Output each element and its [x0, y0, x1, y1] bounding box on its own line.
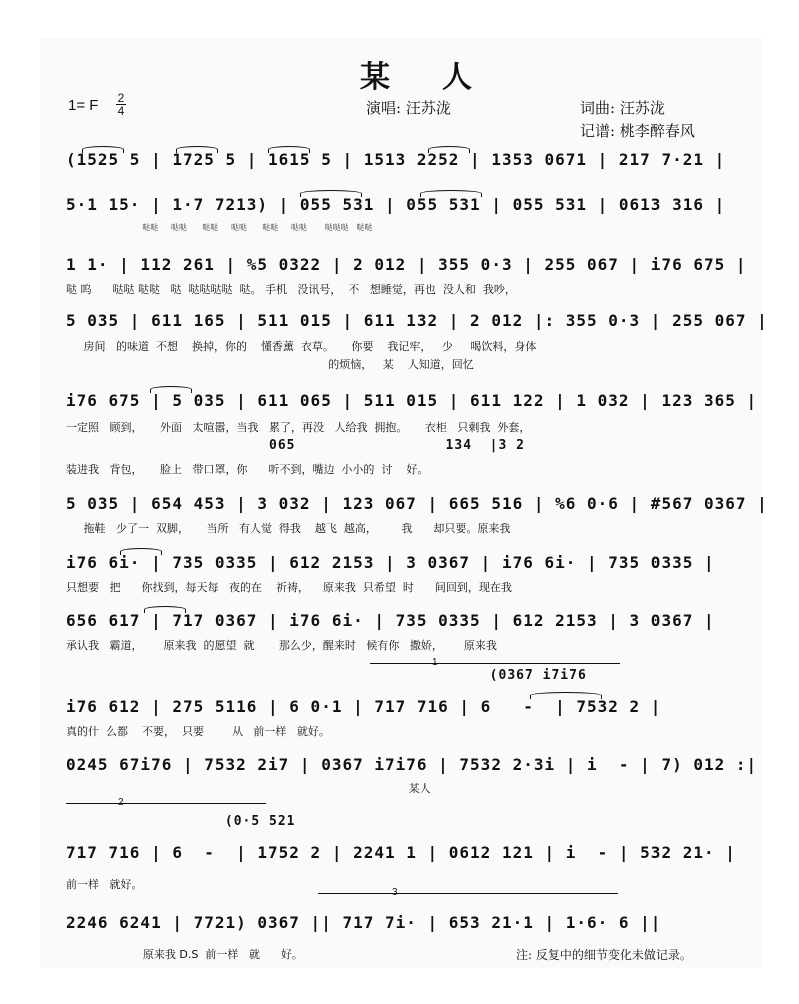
first-ending-bracket	[370, 663, 620, 664]
lyric-line-6: 拖鞋 少了一 双脚， 当所 有人觉 得我 越飞 越高， 我 却只要。原来我	[66, 522, 511, 535]
lyric-line-5-alt: 装进我 背包， 脸上 带口罩，你 听不到，嘴边 小小的 讨 好。	[66, 463, 429, 476]
notation-line-8: 656 617 | 717 0367 | i76 6i· | 735 0335 | 612 2153 | 3 0367 |	[66, 611, 715, 630]
notation-line-9-pre: (0367 i7i76	[66, 668, 587, 683]
footnote: 注: 反复中的细节变化未做记录。	[516, 948, 692, 962]
notation-line-11: 717 716 | 6 - | 1752 2 | 2241 1 | 0612 121 | i - | 532 21· |	[66, 843, 736, 862]
slur-mark	[300, 190, 362, 197]
slur-mark	[150, 386, 192, 393]
lyric-line-7: 只想要 把 你找到，每天每 夜的在 祈祷， 原来我 只希望 时 间回到，现在我	[66, 581, 512, 594]
lyric-line-4: 房间 的味道 不想 换掉，你的 懂香薰 衣草。 你要 我记牢， 少 喝饮料，身体	[66, 340, 537, 353]
time-signature-bottom: 4	[117, 104, 125, 118]
notation-line-6: 5 035 | 654 453 | 3 032 | 123 067 | 665 516 | %6 0·6 | #567 0367 |	[66, 494, 768, 513]
notation-line-7: i76 6i· | 735 0335 | 612 2153 | 3 0367 | i76 6i· | 735 0335 |	[66, 553, 715, 572]
notation-line-4: 5 035 | 611 165 | 511 015 | 611 132 | 2 012 |: 355 0·3 | 255 067 |	[66, 311, 768, 330]
slur-mark	[82, 146, 124, 153]
third-ending-label: 3	[392, 887, 398, 898]
lyric-line-8: 承认我 霸道， 原来我 的愿望 就 那么少，醒来时 候有你 撒娇， 原来我	[66, 639, 497, 652]
lyric-line-5: 一定照 顾到， 外面 太喧嚣，当我 累了，再没 人给我 拥抱。 衣柜 只剩我 外套，	[66, 421, 531, 434]
lyric-line-10: 某人	[66, 782, 431, 795]
first-ending-label: 1	[432, 657, 438, 668]
slur-mark	[530, 692, 602, 699]
lyric-line-9: 真的什 么都 不要， 只要 从 前一样 就好。	[66, 725, 330, 738]
slur-mark	[420, 190, 482, 197]
lyric-line-12: 原来我 D.S 前一样 就 好。	[66, 948, 303, 961]
key-signature: 1= F	[68, 97, 99, 114]
time-signature	[116, 92, 126, 117]
lyric-line-2: 哒哒 哒哒 哒哒 哒哒 哒哒 哒哒 哒哒哒 哒哒	[66, 223, 373, 232]
lyric-line-4b: 的烦恼， 某 人知道，回忆	[66, 358, 474, 371]
slur-mark	[144, 606, 186, 613]
lyric-line-3: 哒 呜 哒哒 哒哒 哒 哒哒哒哒 哒。 手机 没讯号， 不 想睡觉，再也 没人和 我吵，	[66, 283, 516, 296]
composer-credit: 词曲: 汪苏泷	[580, 99, 665, 117]
notation-line-5: i76 675 | 5 035 | 611 065 | 511 015 | 611 122 | 1 032 | 123 365 |	[66, 391, 758, 410]
song-title: 某人	[360, 60, 524, 95]
slur-mark	[428, 146, 470, 153]
lyric-line-11: 前一样 就好。	[66, 878, 143, 891]
second-ending-label: 2	[118, 797, 124, 808]
transcriber-credit: 记谱: 桃李醉春风	[580, 122, 695, 140]
slur-mark	[120, 548, 162, 555]
notation-line-10: 0245 67i76 | 7532 2i7 | 0367 i7i76 | 7532 2·3i | i - | 7) 012 :|	[66, 755, 758, 774]
singer-credit: 演唱: 汪苏泷	[366, 99, 451, 117]
slur-mark	[176, 146, 218, 153]
notation-line-12: 2246 6241 | 7721) 0367 || 717 7i· | 653 21·1 | 1·6· 6 ||	[66, 913, 662, 932]
time-signature-top: 2	[117, 91, 125, 105]
notation-line-3: 1 1· | 112 261 | %5 0322 | 2 012 | 355 0·3 | 255 067 | i76 675 |	[66, 255, 747, 274]
notation-line-5-alt: 065 134 |3 2	[66, 438, 525, 453]
second-ending-bracket	[66, 803, 266, 804]
notation-line-9: i76 612 | 275 5116 | 6 0·1 | 717 716 | 6 - | 7532 2 |	[66, 697, 662, 716]
slur-mark	[268, 146, 310, 153]
notation-line-1: (1525 5 | 1725 5 | 1615 5 | 1513 2252 | 1353 0671 | 217 7·21 |	[66, 150, 726, 169]
notation-line-11-pre: (0·5 521	[66, 814, 296, 829]
third-ending-bracket	[318, 893, 618, 894]
notation-line-2: 5·1 15· | 1·7 7213) | 055 531 | 055 531 | 055 531 | 0613 316 |	[66, 195, 726, 214]
